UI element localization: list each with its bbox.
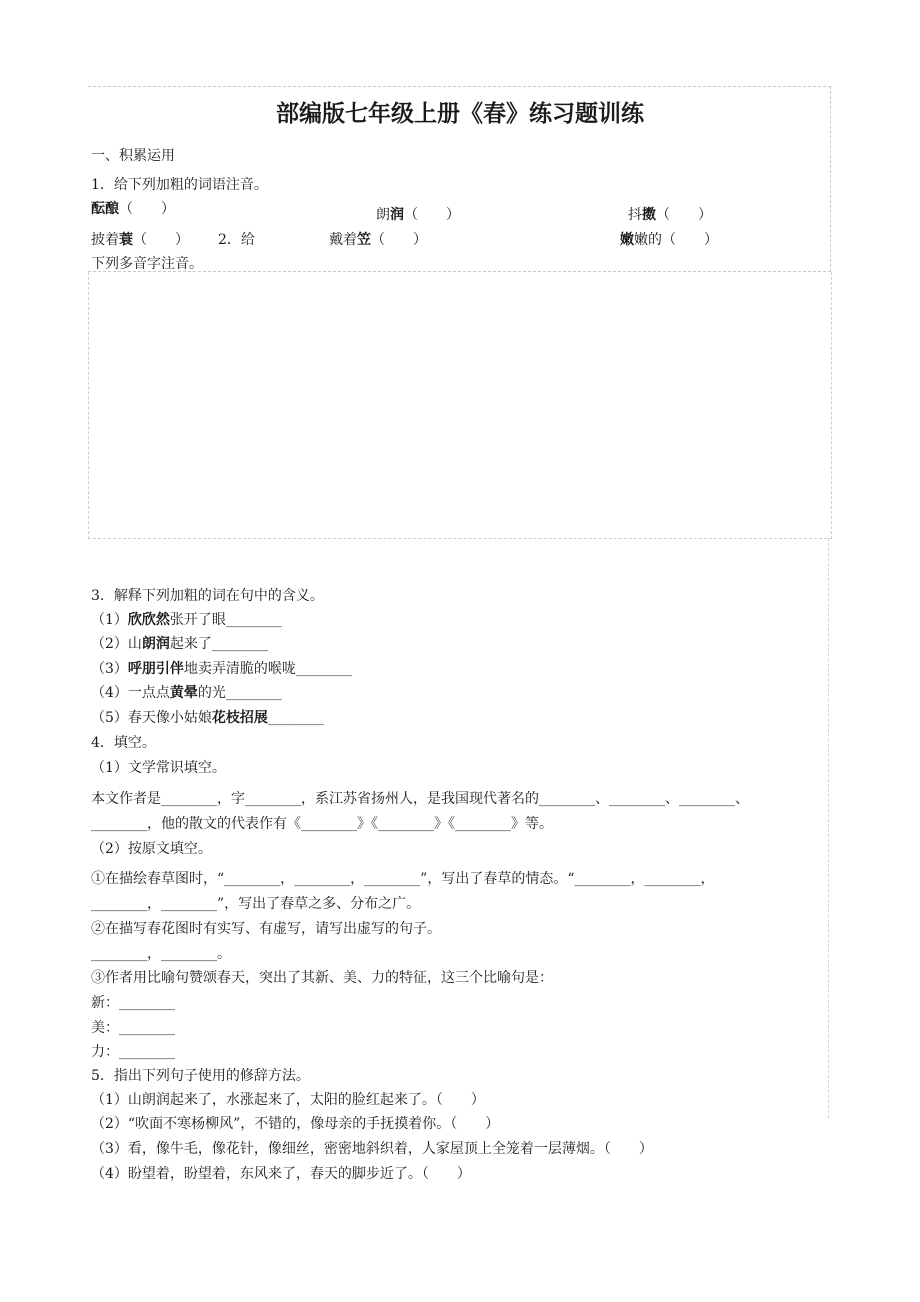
question-1-stem: 1．给下列加粗的词语注音。 [91,177,268,193]
q3-item-5: （5）春天像小姑娘花枝招展________ [91,710,324,726]
q1-item-2: 朗润（ ） [376,207,460,223]
question-5-stem: 5．指出下列句子使用的修辞方法。 [91,1068,310,1084]
question-3-stem: 3．解释下列加粗的词在句中的含义。 [91,588,324,604]
blank-frame [88,272,832,539]
q5-item-3: （3）看，像牛毛，像花针，像细丝，密密地斜织着，人家屋顶上全笼着一层薄烟。（ ） [91,1141,653,1157]
q4-line-6: ________，________。 [91,946,231,962]
q3-item-1: （1）欣欣然张开了眼________ [91,612,282,628]
question-4-stem: 4．填空。 [91,735,156,751]
section-heading: 一、积累运用 [91,148,175,164]
q1-item-6: 嫩嫩的（ ） [620,232,718,248]
q3-item-2: （2）山朗润起来了________ [91,636,268,652]
q5-item-4: （4）盼望着，盼望着，东风来了，春天的脚步近了。（ ） [91,1166,471,1182]
q4-sub-2: （2）按原文填空。 [91,841,212,857]
q1-item-1: 酝酿（ ） [91,201,175,217]
question-2-start: 2．给 [218,232,255,248]
q1-item-5: 戴着笠（ ） [329,232,427,248]
q4-sub-1: （1）文学常识填空。 [91,760,226,776]
q1-item-4: 披着蓑（ ） [91,232,189,248]
q3-item-4: （4）一点点黄晕的光________ [91,685,282,701]
q5-item-1: （1）山朗润起来了，水涨起来了，太阳的脸红起来了。（ ） [91,1092,485,1108]
q4-line-2: ________，他的散文的代表作有《________》《________》《________》等。 [91,816,553,832]
question-2-rest: 下列多音字注音。 [91,256,203,272]
q4-line-3: ①在描绘春草图时，“________，________，________”，写出了春草的情态。“________，________， [91,871,715,887]
q5-item-2: （2）“吹面不寒杨柳风”，不错的，像母亲的手抚摸着你。（ ） [91,1116,500,1132]
page-title: 部编版七年级上册《春》练习题训练 [276,101,644,127]
q3-item-3: （3）呼朋引伴地卖弄清脆的喉咙________ [91,661,352,677]
q4-line-7: ③作者用比喻句赞颂春天，突出了其新、美、力的特征，这三个比喻句是： [91,970,553,986]
q1-item-3: 抖擞（ ） [628,207,712,223]
q4-power: 力：________ [91,1044,175,1060]
q4-line-4: ________，________”，写出了春草之多、分布之广。 [91,896,421,912]
q4-line-1: 本文作者是________，字________，系江苏省扬州人，是我国现代著名的________、________、________、 [91,791,749,807]
q4-new: 新：________ [91,995,175,1011]
q4-line-5: ②在描写春花图时有实写、有虚写，请写出虚写的句子。 [91,921,441,937]
right-frame-line [828,538,829,1118]
q4-beauty: 美：________ [91,1020,175,1036]
